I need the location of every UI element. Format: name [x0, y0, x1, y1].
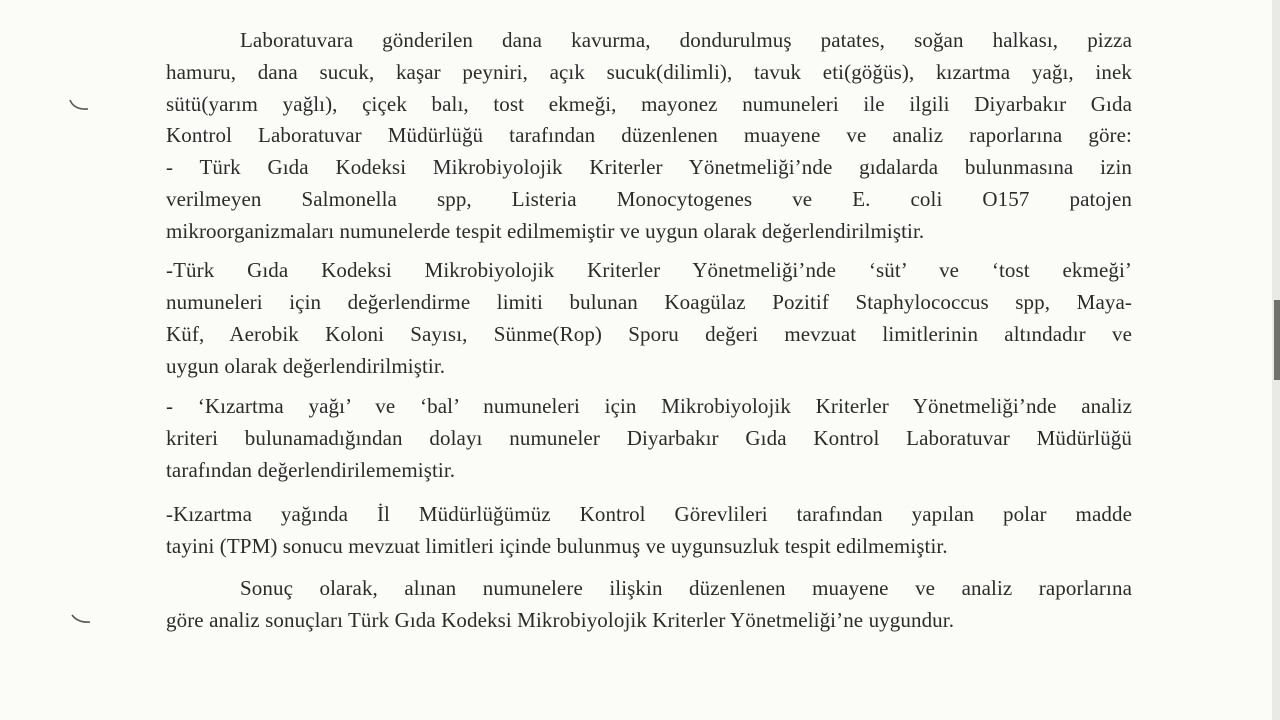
list-item-line: - Türk Gıda Kodeksi Mikrobiyolojik Kriterler Yönetmeliği’nde gıdalarda bulunmasına izin: [166, 155, 1132, 179]
list-item-line: numuneleri için değerlendirme limiti bulunan Koagülaz Pozitif Staphylococcus spp, Maya-: [166, 290, 1132, 314]
list-item-line: uygun olarak değerlendirilmiştir.: [166, 354, 446, 378]
punch-mark-icon: [70, 612, 92, 626]
list-item-line: -Kızartma yağında İl Müdürlüğümüz Kontrol Görevlileri tarafından yapılan polar madde: [166, 502, 1132, 526]
conclusion-line: Sonuç olarak, alınan numunelere ilişkin düzenlenen muayene ve analiz raporlarına: [240, 576, 1132, 600]
cut-off-top-text: [640, 0, 980, 6]
page-edge-shadow: [1274, 300, 1280, 380]
list-item-line: mikroorganizmaları numunelerde tespit edilmemiştir ve uygun olarak değerlendirilmiştir.: [166, 219, 925, 243]
list-item-line: -Türk Gıda Kodeksi Mikrobiyolojik Kriterler Yönetmeliği’nde ‘süt’ ve ‘tost ekmeği’: [166, 258, 1132, 282]
conclusion-line: göre analiz sonuçları Türk Gıda Kodeksi Mikrobiyolojik Kriterler Yönetmeliği’ne uygundur.: [166, 608, 955, 632]
punch-mark-icon: [68, 98, 90, 112]
list-item-line: kriteri bulunamadığından dolayı numuneler Diyarbakır Gıda Kontrol Laboratuvar Müdürlüğü: [166, 426, 1132, 450]
paragraph-line: Laboratuvara gönderilen dana kavurma, dondurulmuş patates, soğan halkası, pizza: [240, 28, 1132, 52]
paragraph-line: hamuru, dana sucuk, kaşar peyniri, açık sucuk(dilimli), tavuk eti(göğüs), kızartma yağı, inek: [166, 60, 1132, 84]
paragraph-line: sütü(yarım yağlı), çiçek balı, tost ekmeği, mayonez numuneleri ile ilgili Diyarbakır Gıda: [166, 92, 1132, 116]
list-item-line: Küf, Aerobik Koloni Sayısı, Sünme(Rop) Sporu değeri mevzuat limitlerinin altındadır ve: [166, 322, 1132, 346]
list-item-line: tarafından değerlendirilememiştir.: [166, 458, 456, 482]
paragraph-line: Kontrol Laboratuvar Müdürlüğü tarafından düzenlenen muayene ve analiz raporlarına göre:: [166, 123, 1132, 147]
list-item-line: - ‘Kızartma yağı’ ve ‘bal’ numuneleri için Mikrobiyolojik Kriterler Yönetmeliği’nde analiz: [166, 394, 1132, 418]
list-item-line: tayini (TPM) sonucu mevzuat limitleri içinde bulunmuş ve uygunsuzluk tespit edilmemiştir.: [166, 534, 948, 558]
list-item-line: verilmeyen Salmonella spp, Listeria Monocytogenes ve E. coli O157 patojen: [166, 187, 1132, 211]
